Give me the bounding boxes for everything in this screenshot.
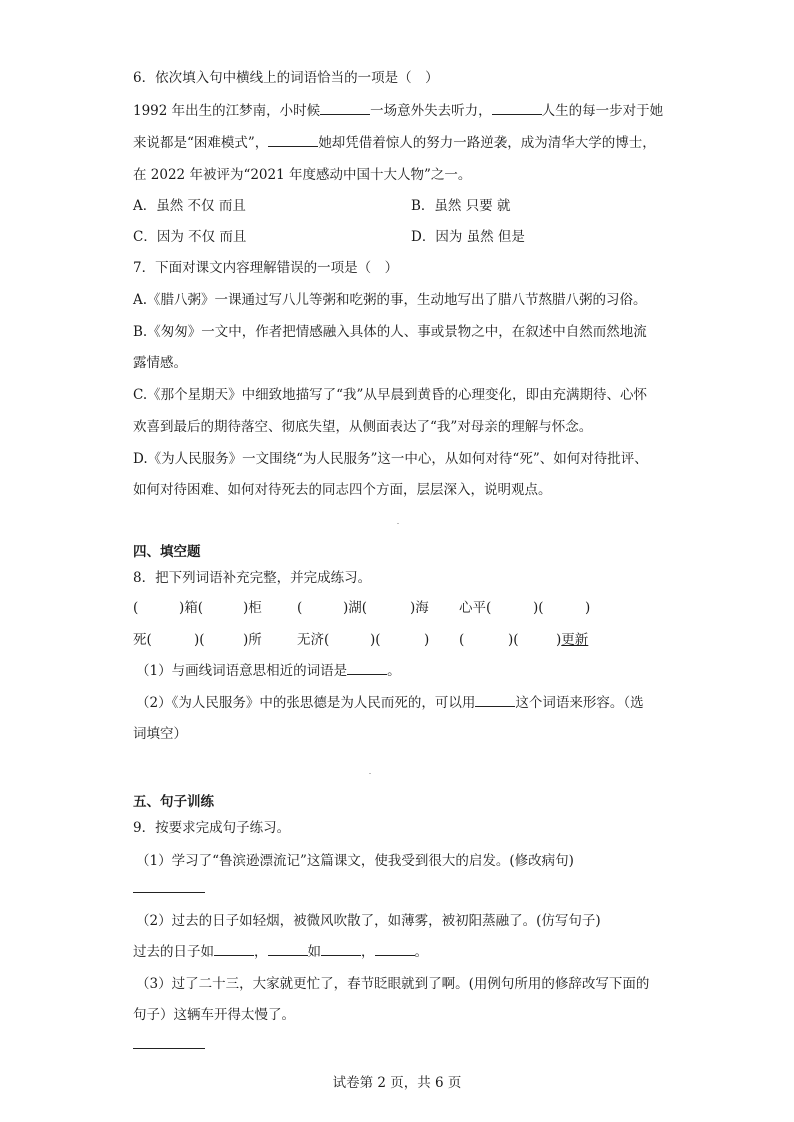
answer-line[interactable] xyxy=(133,1048,205,1049)
q8-subq2-line1: （2）《为人民服务》中的张思德是为人民而死的，可以用 这个词语来形容。（选 xyxy=(136,695,644,711)
blank[interactable] xyxy=(320,102,370,115)
q9-stem: 9．按要求完成句子练习。 xyxy=(133,820,291,836)
q8-word2-end: )海 xyxy=(410,600,429,616)
q9-subq2: （2）过去的日子如轻烟，被微风吹散了，如薄雾，被初阳蒸融了。(仿写句子) xyxy=(136,913,601,929)
blank[interactable] xyxy=(321,943,361,956)
q7-option-b-line1[interactable]: B.《匆匆》一文中，作者把情感融入具体的人、事或景物之中，在叙述中自然而然地流 xyxy=(133,324,647,340)
blank[interactable] xyxy=(375,943,415,956)
q8-word6-open: ( xyxy=(459,632,465,648)
q8-word1-open: ( xyxy=(133,600,139,616)
q8-word2-mid: )湖( xyxy=(343,600,368,616)
q7-stem: 7．下面对课文内容理解错误的一项是（ ） xyxy=(133,260,399,276)
q6-text-line2: 来说都是“困难模式”， 她却凭借着惊人的努力一路逆袭，成为清华大学的博士， xyxy=(133,135,656,151)
q8-word5-end: ) xyxy=(424,632,430,648)
q8-word1-end: )柜 xyxy=(243,600,262,616)
q8-word3-end: ) xyxy=(585,600,591,616)
q7-option-b-line2[interactable]: 露情感。 xyxy=(133,355,187,371)
blank[interactable] xyxy=(268,134,318,147)
q8-word6-end: )更新 xyxy=(556,632,589,648)
q9-subq1: （1）学习了“鲁滨逊漂流记”这篇课文，使我受到很大的启发。(修改病句) xyxy=(136,853,574,869)
q7-option-d-line2[interactable]: 如何对待困难、如何对待死去的同志四个方面，层层深入，说明观点。 xyxy=(133,482,552,498)
underlined-word: 更新 xyxy=(561,632,589,648)
scan-dot xyxy=(397,523,399,524)
section-5-title: 五、句子训练 xyxy=(133,794,214,810)
scan-dot xyxy=(369,773,371,774)
section-4-title: 四、填空题 xyxy=(133,544,201,560)
q8-word1-mid: )箱( xyxy=(179,600,204,616)
q7-option-c-line1[interactable]: C.《那个星期天》中细致地描写了“我”从早晨到黄昏的心理变化，即由充满期待、心怀 xyxy=(133,387,647,403)
q6-stem: 6．依次填入句中横线上的词语恰当的一项是（ ） xyxy=(133,70,439,86)
q8-stem: 8．把下列词语补充完整，并完成练习。 xyxy=(133,570,372,586)
q6-option-b[interactable]: B．虽然 只要 就 xyxy=(411,198,511,214)
q8-subq1: （1）与画线词语意思相近的词语是 。 xyxy=(136,663,401,679)
q7-option-a[interactable]: A.《腊八粥》一课通过写八儿等粥和吃粥的事，生动地写出了腊八节熬腊八粥的习俗。 xyxy=(133,292,647,308)
q8-word5-mid: )( xyxy=(370,632,381,648)
blank[interactable] xyxy=(214,943,254,956)
q8-subq2-line2: 词填空） xyxy=(133,726,187,742)
q6-option-a[interactable]: A．虽然 不仅 而且 xyxy=(133,198,246,214)
q6-option-d[interactable]: D．因为 虽然 但是 xyxy=(411,229,525,245)
q9-subq2-fill: 过去的日子如 ， 如 ， 。 xyxy=(133,944,428,960)
blank[interactable] xyxy=(347,662,387,675)
q9-subq3-line1: （3）过了二十三，大家就更忙了，春节眨眼就到了啊。(用例句所用的修辞改写下面的 xyxy=(136,976,650,992)
q8-word6-mid: )( xyxy=(508,632,519,648)
q6-text-line3: 在 2022 年被评为“2021 年度感动中国十大人物”之一。 xyxy=(133,167,472,183)
q7-option-d-line1[interactable]: D.《为人民服务》一文围绕“为人民服务”这一中心，从如何对待“死”、如何对待批评、 xyxy=(133,451,648,467)
q8-word4-open: 死( xyxy=(133,632,152,648)
q6-option-c[interactable]: C．因为 不仅 而且 xyxy=(133,229,247,245)
q8-word4-end: )所 xyxy=(243,632,262,648)
q9-subq3-line2: 句子）这辆车开得太慢了。 xyxy=(133,1007,295,1023)
page-footer: 试卷第 2 页，共 6 页 xyxy=(332,1075,462,1091)
q8-word4-mid: )( xyxy=(194,632,205,648)
q8-word5-open: 无济( xyxy=(297,632,330,648)
q6-text-line1: 1992 年出生的江梦南，小时候 一场意外失去听力， 人生的每一步对于她 xyxy=(133,103,664,119)
q8-word2-open: ( xyxy=(297,600,303,616)
q7-option-c-line2[interactable]: 欢喜到最后的期待落空、彻底失望，从侧面表达了“我”对母亲的理解与怀念。 xyxy=(133,419,593,435)
blank[interactable] xyxy=(475,694,515,707)
q8-word3-open: 心平( xyxy=(459,600,492,616)
blank[interactable] xyxy=(268,943,308,956)
blank[interactable] xyxy=(492,102,542,115)
q8-word3-mid: )( xyxy=(533,600,544,616)
answer-line[interactable] xyxy=(133,892,205,893)
